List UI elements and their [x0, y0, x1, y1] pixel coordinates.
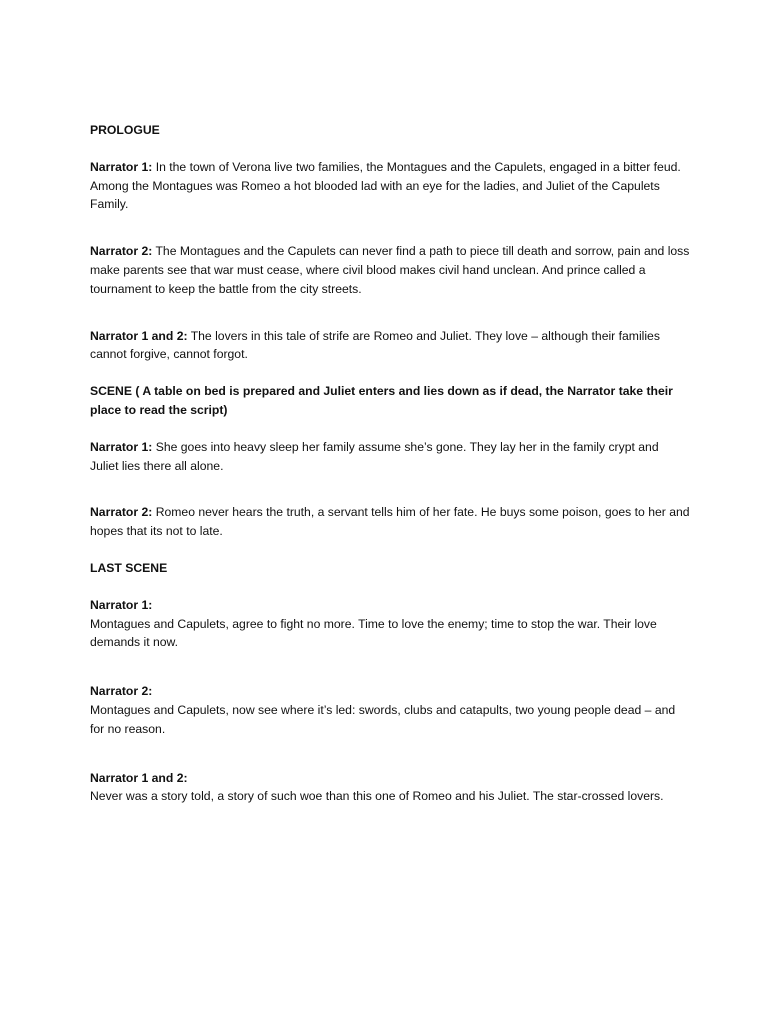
- speaker-label: Narrator 2:: [90, 244, 153, 259]
- dialogue-text: Montagues and Capulets, agree to fight no more. Time to love the enemy; time to stop the war. Their love demands it now.: [90, 616, 657, 650]
- last-scene-heading: LAST SCENE: [90, 560, 168, 575]
- scene-direction: SCENE ( A table on bed is prepared and Juliet enters and lies down as if dead, the Narrator take their place to read the script): [90, 384, 673, 417]
- speaker-label: Narrator 2:: [90, 684, 153, 699]
- speaker-label: Narrator 1:: [90, 159, 153, 174]
- dialogue-text: The lovers in this tale of strife are Romeo and Juliet. They love – although their families cannot forgive, cannot forgot.: [90, 328, 660, 362]
- last-narrator-1-and-2: [90, 769, 690, 807]
- prologue-narrator-2: [90, 242, 690, 298]
- dialogue-text: Montagues and Capulets, now see where it’s led: swords, clubs and catapults, two young people dead – and for no reason.: [90, 702, 676, 736]
- last-narrator-1: [90, 596, 690, 652]
- scene-narrator-1: [90, 438, 690, 476]
- prologue-narrator-1: [90, 158, 690, 214]
- dialogue-text: The Montagues and the Capulets can never find a path to piece till death and sorrow, pain and loss make parents see that war must cease, where civil blood makes civil hand unclean. And prince called a tournament to keep the battle from the city streets.: [90, 244, 690, 296]
- speaker-label: Narrator 1:: [90, 597, 153, 612]
- script-page: [90, 121, 690, 806]
- speaker-label: Narrator 1 and 2:: [90, 328, 188, 343]
- prologue-narrator-1-and-2: [90, 327, 690, 365]
- dialogue-text: She goes into heavy sleep her family assume she’s gone. They lay her in the family crypt and Juliet lies there all alone.: [90, 439, 659, 473]
- speaker-label: Narrator 2:: [90, 505, 153, 520]
- dialogue-text: Romeo never hears the truth, a servant tells him of her fate. He buys some poison, goes to her and hopes that its not to late.: [90, 505, 690, 539]
- speaker-label: Narrator 1 and 2:: [90, 770, 188, 785]
- speaker-label: Narrator 1:: [90, 439, 153, 454]
- scene-narrator-2: [90, 503, 690, 541]
- last-narrator-2: [90, 682, 690, 738]
- prologue-heading: PROLOGUE: [90, 123, 160, 137]
- dialogue-text: In the town of Verona live two families, the Montagues and the Capulets, engaged in a bitter feud. Among the Montagues was Romeo a hot blooded lad with an eye for the ladies, and Juliet of the Capulets Family.: [90, 159, 681, 212]
- dialogue-text: Never was a story told, a story of such woe than this one of Romeo and his Juliet. The star-crossed lovers.: [90, 789, 664, 804]
